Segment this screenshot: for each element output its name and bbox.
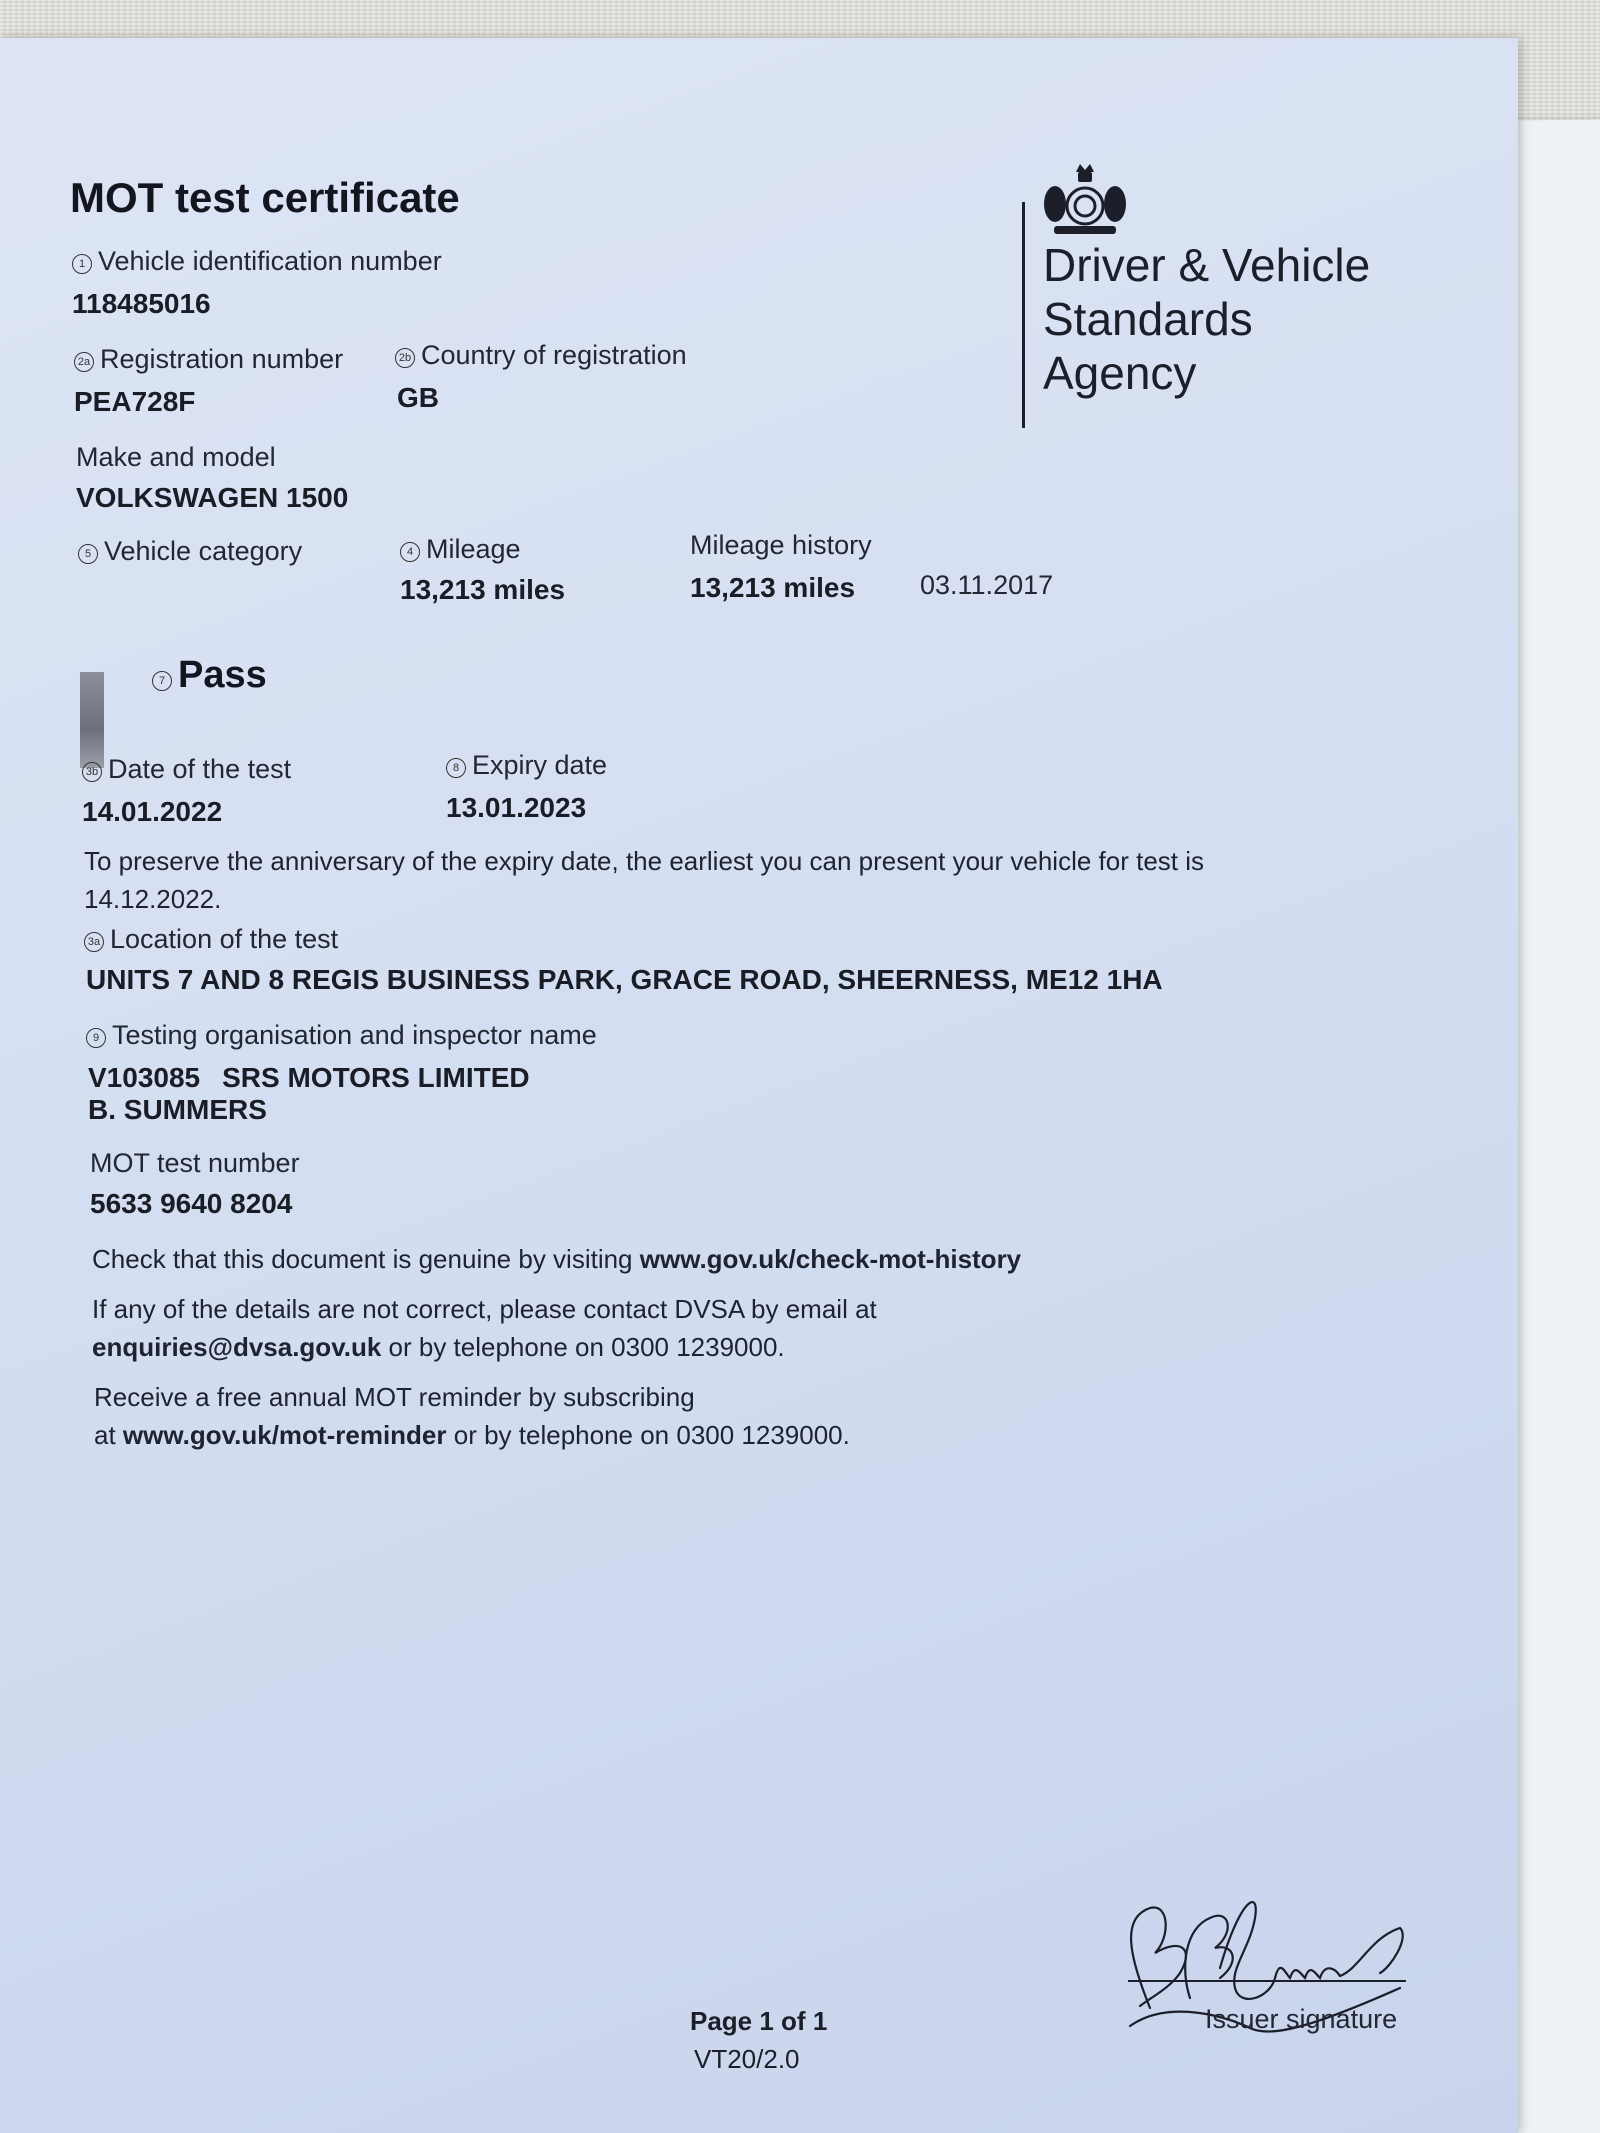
- mileage-label: 4 Mileage: [400, 534, 521, 565]
- royal-crest-icon: [1040, 162, 1130, 238]
- country-label: 2b Country of registration: [395, 340, 687, 371]
- agency-name-line1: Driver & Vehicle: [1043, 239, 1371, 291]
- dvsa-email-link[interactable]: enquiries@dvsa.gov.uk: [92, 1332, 382, 1362]
- expiry-date-value: 13.01.2023: [446, 792, 587, 823]
- agency-divider: [1022, 202, 1025, 428]
- make-model-label: Make and model: [76, 442, 276, 472]
- anniversary-date: 14.12.2022.: [84, 884, 222, 914]
- mileage-history-date: 03.11.2017: [920, 570, 1054, 600]
- field-number-badge: 3a: [84, 932, 104, 952]
- field-number-badge: 5: [78, 544, 98, 564]
- field-number-badge: 2a: [74, 352, 94, 372]
- registration-label: 2a Registration number: [74, 344, 343, 375]
- agency-name-line3: Agency: [1043, 347, 1197, 399]
- location-value: UNITS 7 AND 8 REGIS BUSINESS PARK, GRACE ROAD, SHEERNESS, ME12 1HA: [86, 964, 1163, 995]
- make-model-value: VOLKSWAGEN 1500: [76, 482, 349, 513]
- contact-text-line2: enquiries@dvsa.gov.uk or by telephone on 0300 1239000.: [92, 1332, 785, 1362]
- mot-reminder-link[interactable]: www.gov.uk/mot-reminder: [122, 1420, 447, 1450]
- expiry-date-label: 8 Expiry date: [446, 750, 607, 781]
- signature-line: [1128, 1980, 1406, 1982]
- genuine-check-text: Check that this document is genuine by visiting www.gov.uk/check-mot-history: [92, 1244, 1022, 1274]
- field-number-badge: 7: [152, 671, 172, 691]
- country-value: GB: [397, 382, 439, 413]
- page-title: MOT test certificate: [70, 174, 460, 221]
- inspector-name: B. SUMMERS: [88, 1094, 267, 1125]
- anniversary-note: To preserve the anniversary of the expiry date, the earliest you can present your vehicle for test is: [84, 846, 1205, 876]
- field-number-badge: 2b: [395, 348, 415, 368]
- mot-test-number-label: MOT test number: [90, 1148, 300, 1178]
- vin-label: 1 Vehicle identification number: [72, 246, 442, 277]
- mileage-history-value: 13,213 miles: [690, 572, 856, 603]
- reminder-text-line2: at www.gov.uk/mot-reminder or by telephone on 0300 1239000.: [94, 1420, 850, 1450]
- field-number-badge: 9: [86, 1028, 106, 1048]
- field-number-badge: 3b: [82, 762, 102, 782]
- vin-value: 118485016: [72, 288, 211, 319]
- field-number-badge: 4: [400, 542, 420, 562]
- testing-organisation-label: 9 Testing organisation and inspector name: [86, 1020, 597, 1051]
- location-label: 3a Location of the test: [84, 924, 338, 955]
- field-number-badge: 8: [446, 758, 466, 778]
- reminder-text-line1: Receive a free annual MOT reminder by subscribing: [94, 1382, 695, 1412]
- check-mot-history-link[interactable]: www.gov.uk/check-mot-history: [639, 1244, 1022, 1274]
- test-date-label: 3b Date of the test: [82, 754, 291, 785]
- issuer-signature-label: Issuer signature: [1205, 2004, 1398, 2034]
- test-result: 7 Pass: [152, 654, 267, 697]
- form-code: VT20/2.0: [694, 2044, 800, 2074]
- mileage-history-label: Mileage history: [690, 530, 872, 560]
- contact-text-line1: If any of the details are not correct, please contact DVSA by email at: [92, 1294, 877, 1324]
- agency-name-line2: Standards: [1043, 293, 1253, 345]
- testing-organisation-value: [88, 1062, 530, 1094]
- vehicle-category-label: 5 Vehicle category: [78, 536, 302, 567]
- registration-value: PEA728F: [74, 386, 196, 417]
- mot-test-number-value: 5633 9640 8204: [90, 1188, 293, 1219]
- mileage-value: 13,213 miles: [400, 574, 566, 605]
- testing-organisation-name: SRS MOTORS LIMITED: [222, 1062, 530, 1093]
- mot-certificate-sheet: [0, 38, 1518, 2133]
- field-number-badge: 1: [72, 254, 92, 274]
- test-date-value: 14.01.2022: [82, 796, 223, 827]
- page-number: Page 1 of 1: [690, 2006, 828, 2036]
- testing-organisation-id: V103085: [88, 1062, 201, 1093]
